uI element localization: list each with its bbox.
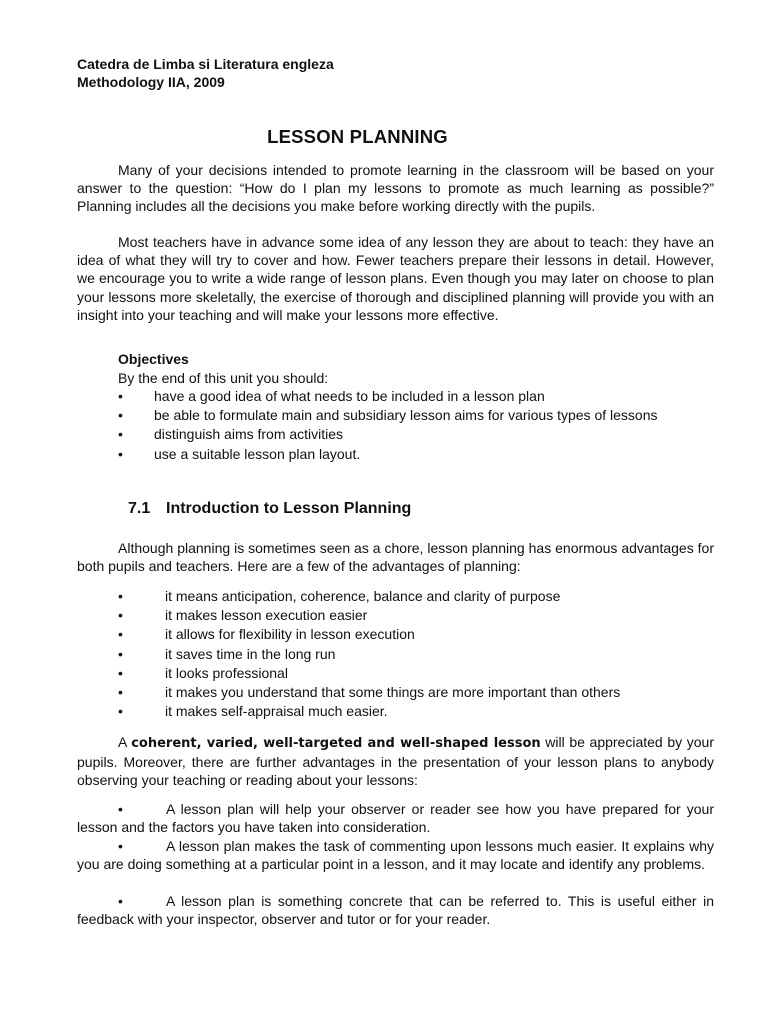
section-heading — [128, 500, 411, 518]
advantages-list — [118, 587, 620, 721]
paragraph-tail: will be appreciated by your pupils. Moreover, there are further advantages in the presentation of your lesson plans to anybody observing your teaching or reading about your lessons: — [77, 734, 714, 789]
list-item-text: have a good idea of what needs to be included in a lesson plan — [154, 388, 545, 404]
paragraph-lead: A — [118, 734, 132, 750]
header-course: Methodology IIA, 2009 — [77, 74, 225, 90]
list-item — [118, 445, 657, 464]
list-item-text: be able to formulate main and subsidiary lesson aims for various types of lessons — [154, 407, 658, 424]
page-title: LESSON PLANNING — [267, 126, 448, 147]
intro-paragraph-1: Many of your decisions intended to promote learning in the classroom will be based on your answer to the question: “How do I plan my lessons to promote as much learning as possible?” Planning includes all the decisions you make before working directly with the pupils. — [77, 162, 714, 215]
bullet-icon: • — [118, 426, 123, 443]
bullet-icon: • — [118, 407, 123, 424]
document-header — [77, 55, 334, 91]
header-department: Catedra de Limba si Literatura engleza — [77, 56, 334, 72]
bullet-icon: • — [118, 626, 123, 643]
list-item — [118, 645, 620, 664]
bullet-icon: • — [118, 838, 123, 854]
bullet-icon: • — [118, 893, 123, 909]
list-item-text: it makes you understand that some things are more important than others — [165, 683, 621, 700]
point-text: A lesson plan is something concrete that can be referred to. This is useful either in feedback with your inspector, observer and tutor or for your reader. — [77, 893, 714, 928]
list-item — [118, 606, 620, 625]
list-item — [118, 387, 657, 406]
emphasis-text: coherent, varied, well-targeted and well-shaped lesson — [131, 736, 541, 751]
bullet-icon: • — [118, 703, 123, 720]
lesson-plan-point-2 — [77, 837, 714, 873]
bullet-icon: • — [118, 588, 123, 604]
list-item — [118, 425, 657, 444]
list-item — [118, 702, 620, 721]
list-item-text: it makes self-appraisal much easier. — [165, 703, 388, 720]
bullet-icon: • — [118, 607, 123, 624]
list-item-text: it saves time in the long run — [165, 645, 336, 662]
point-text: A lesson plan makes the task of commenting upon lessons much easier. It explains why you are doing something at a particular point in a lesson, and it may locate and identify any problems. — [77, 838, 714, 873]
list-item-text: it means anticipation, coherence, balance and clarity of purpose — [165, 588, 561, 604]
lesson-plan-point-1 — [77, 800, 714, 836]
list-item-text: distinguish aims from activities — [154, 426, 344, 443]
bullet-icon: • — [118, 664, 123, 681]
list-item-text: it allows for flexibility in lesson execution — [165, 626, 415, 643]
lesson-plan-point-3 — [77, 892, 714, 928]
section-number: 7.1 — [128, 500, 151, 517]
list-item — [118, 664, 620, 683]
list-item-text: it looks professional — [165, 664, 288, 681]
objectives-intro: By the end of this unit you should: — [118, 370, 329, 386]
bullet-icon: • — [118, 388, 123, 404]
list-item — [118, 683, 620, 702]
bullet-icon: • — [118, 683, 123, 700]
section-title: Introduction to Lesson Planning — [166, 500, 412, 517]
intro-paragraph-2: Most teachers have in advance some idea of any lesson they are about to teach: they have an idea of what they will try to cover and how. Fewer teachers prepare their lessons in detail. However, we encourage you to write a wide range of lesson plans. Even though you may later on choose to plan your lessons more skeletally, the exercise of thorough and disciplined planning will provide you with an insight into your teaching and will make your lessons more effective. — [77, 234, 714, 323]
section-paragraph-1: Although planning is sometimes seen as a chore, lesson planning has enormous advantages for both pupils and teachers. Here are a few of the advantages of planning: — [77, 540, 714, 575]
section-paragraph-2 — [77, 733, 714, 790]
bullet-icon: • — [118, 445, 123, 462]
point-text: A lesson plan will help your observer or reader see how you have prepared for your lesson and the factors you have taken into consideration. — [77, 801, 714, 836]
list-item-text: use a suitable lesson plan layout. — [154, 445, 361, 462]
bullet-icon: • — [118, 645, 123, 662]
list-item — [118, 625, 620, 644]
objectives-list — [118, 387, 657, 464]
list-item-text: it makes lesson execution easier — [165, 607, 368, 624]
list-item — [118, 406, 657, 425]
objectives-heading: Objectives — [118, 351, 189, 367]
list-item — [118, 587, 620, 606]
bullet-icon: • — [118, 801, 123, 817]
